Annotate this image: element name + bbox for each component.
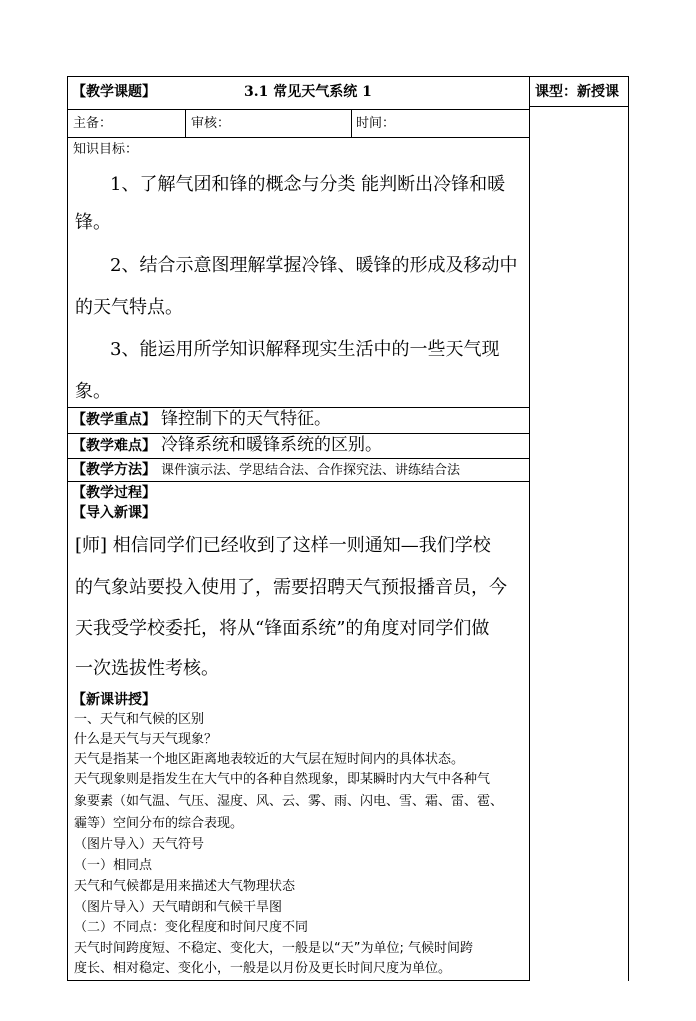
cell-divider-reviewer — [185, 109, 186, 138]
objectives-heading: 知识目标： — [73, 142, 139, 157]
table-top-border — [67, 76, 629, 77]
lesson-line: （图片导入）天气晴朗和气候干旱图 — [74, 900, 283, 915]
difficulty-label: 【教学难点】 — [72, 438, 156, 454]
preparer-label: 主备： — [73, 116, 113, 131]
row-border-5 — [67, 458, 529, 459]
course-title-label: 【教学课题】 — [72, 84, 156, 100]
objective-line: 象。 — [75, 381, 111, 402]
course-title: 3.1 常见天气系统 1 — [244, 84, 372, 100]
objective-line: 锋。 — [75, 212, 111, 233]
methods-label: 【教学方法】 — [72, 462, 156, 478]
intro-line: [师] 相信同学们已经收到了这样一则通知—我们学校 — [75, 535, 491, 556]
right-column-row-border — [529, 106, 629, 107]
new-lesson-heading: 【新课讲授】 — [72, 692, 156, 708]
key-point-text: 锋控制下的天气特征。 — [161, 409, 331, 429]
lesson-line: （图片导入）天气符号 — [74, 837, 205, 852]
lesson-line: 天气是指某一个地区距离地表较近的大气层在短时间内的具体状态。 — [74, 752, 465, 767]
objective-line: 2、结合示意图理解掌握冷锋、暖锋的形成及移动中 — [110, 255, 518, 276]
lesson-type: 课型：新授课 — [535, 84, 619, 100]
objective-line: 1、了解气团和锋的概念与分类 能判断出冷锋和暖 — [110, 174, 506, 195]
objective-line: 3、能运用所学知识解释现实生活中的一些天气现 — [110, 339, 500, 360]
lesson-line: 天气现象则是指发生在大气中的各种自然现象，即某瞬时内大气中各种气 — [74, 772, 491, 787]
intro-line: 的气象站要投入使用了，需要招聘天气预报播音员，今 — [75, 577, 507, 598]
process-heading: 【教学过程】 — [72, 485, 156, 501]
lesson-line: 天气时间跨度短、不稳定、变化大，一般是以“天”为单位; 气候时间跨 — [74, 941, 473, 956]
methods-text: 课件演示法、学思结合法、合作探究法、讲练结合法 — [161, 463, 461, 478]
table-bottom-border — [67, 980, 529, 981]
key-point-label: 【教学重点】 — [72, 412, 156, 428]
objective-line: 的天气特点。 — [75, 297, 183, 318]
row-border-6 — [67, 481, 529, 482]
lesson-line: 什么是天气与天气现象？ — [74, 732, 218, 747]
table-left-border — [67, 76, 68, 981]
lesson-line: 象要素（如气温、气压、湿度、风、云、雾、雨、闪电、雪、霜、雷、雹、 — [74, 794, 504, 809]
row-border-3 — [67, 407, 529, 408]
lesson-line: 霾等）空间分布的综合表现。 — [74, 816, 244, 831]
table-main-divider — [529, 76, 530, 981]
lesson-line: 一、天气和气候的区别 — [74, 712, 205, 727]
lesson-line: 天气和气候都是用来描述大气物理状态 — [74, 879, 296, 894]
cell-divider-time — [351, 109, 352, 138]
table-right-border — [628, 76, 629, 981]
lesson-line: （二）不同点：变化程度和时间尺度不同 — [74, 920, 309, 935]
row-border-2 — [67, 137, 529, 138]
reviewer-label: 审核： — [191, 116, 231, 131]
difficulty-text: 冷锋系统和暖锋系统的区别。 — [161, 435, 382, 455]
intro-line: 天我受学校委托，将从“锋面系统”的角度对同学们做 — [75, 618, 490, 639]
lesson-line: 度长、相对稳定、变化小，一般是以月份及更长时间尺度为单位。 — [74, 961, 452, 976]
row-border-1 — [67, 109, 529, 110]
intro-heading: 【导入新课】 — [72, 505, 156, 521]
intro-line: 一次选拔性考核。 — [75, 658, 219, 679]
row-border-4 — [67, 433, 529, 434]
lesson-line: （一）相同点 — [74, 858, 153, 873]
time-label: 时间： — [356, 116, 396, 131]
